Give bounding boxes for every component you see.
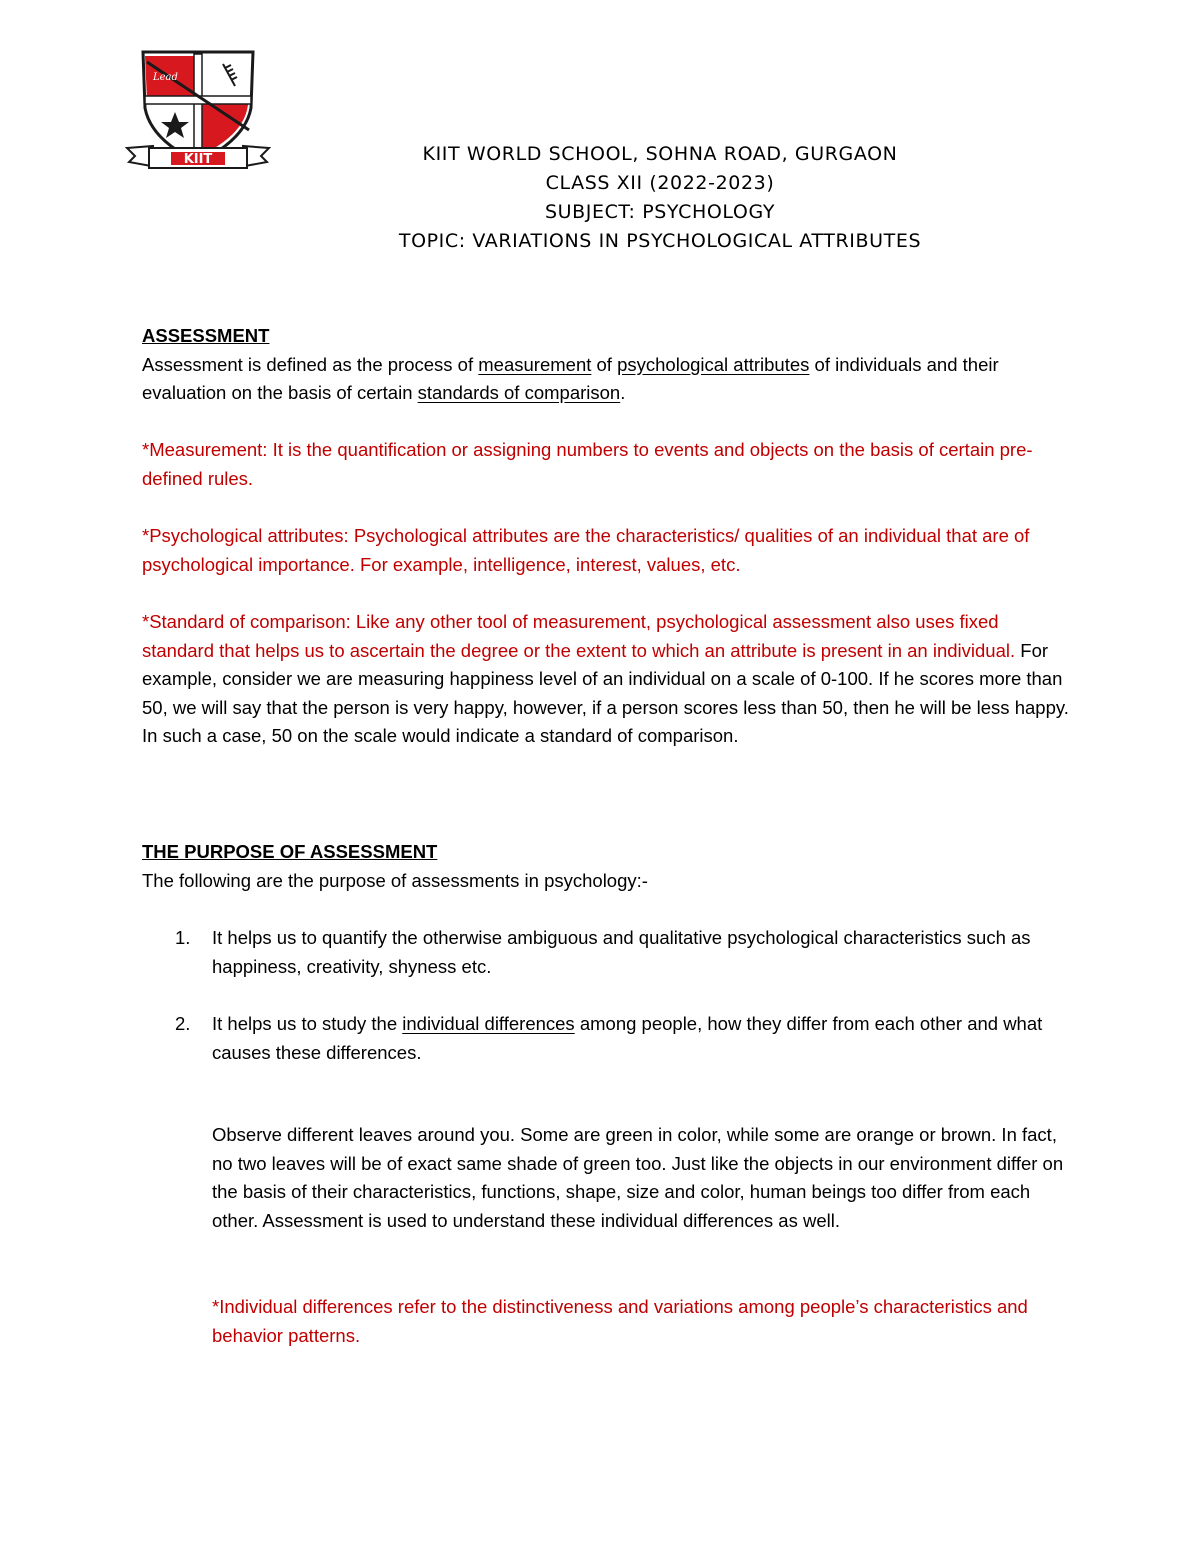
- leaves-paragraph: Observe different leaves around you. Some are green in color, while some are orange or brown. In fact, no two leaves will be of exact same shade of green too. Just like the objects in our environment differ on the basis of their characteristics, functions, shape, size and color, human beings too differ from each other. Assessment is used to understand these individual differences as well.: [212, 1124, 1064, 1231]
- list-item-text: It helps us to study the individual differences among people, how they differ from each other and what causes these differences.: [212, 1013, 1043, 1063]
- measurement-note: *Measurement: It is the quantification or assigning numbers to events and objects on the basis of certain pre-defined rules.: [142, 439, 1033, 489]
- list-number: 1.: [175, 927, 191, 948]
- assessment-definition: Assessment is defined as the process of measurement of psychological attributes of individuals and their evaluation on the basis of certain standards of comparison.: [142, 353, 999, 403]
- purpose-section: [142, 838, 1072, 895]
- standard-note-definition: *Standard of comparison: Like any other tool of measurement, psychological assessment also uses fixed standard that helps us to ascertain the degree or the extent to which an attribute is present in an individual.: [142, 611, 1016, 661]
- individual-differences-note: *Individual differences refer to the distinctiveness and variations among people’s characteristics and behavior patterns.: [212, 1296, 1028, 1346]
- purpose-heading: THE PURPOSE OF ASSESSMENT: [142, 841, 438, 862]
- assessment-heading: ASSESSMENT: [142, 325, 270, 346]
- individual-differences-term: individual differences: [402, 1013, 575, 1034]
- document-header: [300, 140, 1020, 256]
- standard-note-example: For example, consider we are measuring happiness level of an individual on a scale of 0-100. If he scores more than 50, we will say that the person is very happy, however, if a person scores less than 50, then he will be less happy. In such a case, 50 on the scale would indicate a standard of comparison.: [142, 639, 1069, 746]
- class-label: CLASS XII (2022-2023): [545, 172, 775, 194]
- measurement-term: measurement: [478, 353, 592, 375]
- psychological-attributes-term: psychological attributes: [617, 353, 810, 375]
- crest-banner-text: KIIT: [183, 152, 213, 167]
- list-item: [175, 924, 1075, 981]
- topic-label: TOPIC: VARIATIONS IN PSYCHOLOGICAL ATTRIBUTES: [398, 230, 922, 252]
- list-item: [175, 1010, 1075, 1067]
- subject-label: SUBJECT: PSYCHOLOGY: [544, 201, 776, 223]
- crest-motto: Lead: [153, 72, 178, 83]
- list-item-text: It helps us to quantify the otherwise ambiguous and qualitative psychological characteristics such as happiness, creativity, shyness etc.: [212, 927, 1031, 977]
- purpose-intro: The following are the purpose of assessments in psychology:-: [142, 869, 648, 891]
- assessment-section: [142, 322, 1072, 408]
- school-name: KIIT WORLD SCHOOL, SOHNA ROAD, GURGAON: [422, 143, 898, 165]
- standards-of-comparison-term: standards of comparison: [417, 382, 621, 403]
- standard-note: [142, 608, 1072, 751]
- school-crest-logo: [123, 48, 273, 172]
- attributes-note: *Psychological attributes: Psychological attributes are the characteristics/ qualities of an individual that are of psychological importance. For example, intelligence, interest, values, etc.: [142, 525, 1030, 575]
- list-number: 2.: [175, 1013, 191, 1034]
